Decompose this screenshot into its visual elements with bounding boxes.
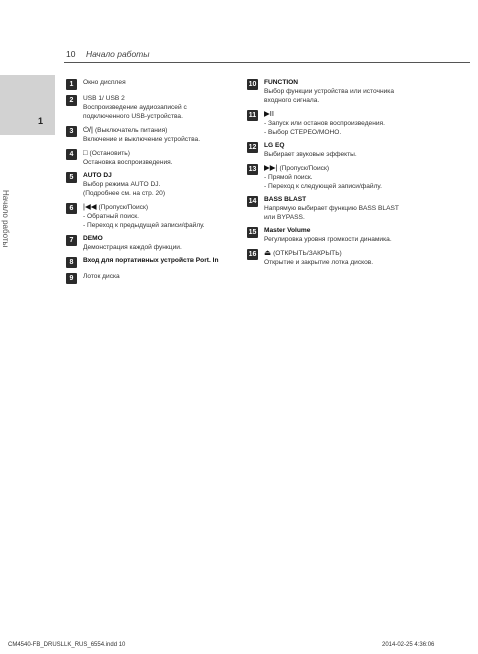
control-icon: □ (83, 148, 88, 157)
control-icon: ⏏ (264, 248, 272, 257)
control-icon: ▶II (264, 109, 274, 118)
footer-timestamp: 2014-02-25 4:36:06 (382, 642, 435, 648)
item-title-line (83, 94, 187, 103)
item-title: (Пропуск/Поиск) (279, 165, 330, 172)
item-description: подключенного USB-устройства. (83, 113, 183, 120)
item-body (83, 125, 200, 144)
right-column (247, 78, 447, 271)
item-number-badge: 4 (66, 149, 77, 160)
item-body (264, 109, 385, 137)
item-number-badge: 6 (66, 203, 77, 214)
item-title: Вход для портативных устройств Port. In (83, 257, 219, 264)
item-title: Master Volume (264, 227, 311, 234)
left-column (66, 78, 242, 288)
item-description: - Прямой поиск. (264, 174, 313, 181)
list-item (66, 94, 242, 121)
item-title: LG EQ (264, 142, 285, 149)
item-title-line (264, 195, 399, 204)
item-title-line (83, 125, 200, 135)
item-description: - Переход к предыдущей записи/файлу. (83, 222, 205, 229)
item-number-badge: 3 (66, 126, 77, 137)
item-number-badge: 14 (248, 198, 257, 205)
item-number-badge: 15 (248, 229, 257, 236)
item-title-line (264, 163, 382, 173)
item-number-badge: 13 (248, 166, 257, 173)
item-number-badge: 8 (66, 257, 77, 268)
item-number-badge: 2 (66, 95, 77, 106)
item-number-badge: 5 (66, 172, 77, 183)
item-title: Окно дисплея (83, 79, 126, 86)
item-description: Регулировка уровня громкости динамика. (264, 236, 392, 243)
item-body (83, 148, 173, 167)
item-title: Лоток диска (83, 273, 120, 280)
item-title: (Пропуск/Поиск) (98, 204, 149, 211)
item-body (264, 141, 357, 159)
chapter-tab (0, 75, 55, 135)
item-body (83, 202, 205, 230)
item-description: Включение и выключение устройства. (83, 136, 201, 143)
item-description: Выбор режима AUTO DJ. (83, 181, 161, 188)
section-title: Начало работы (86, 49, 150, 59)
item-title: (Выключатель питания) (94, 127, 168, 134)
item-title-line (83, 148, 173, 158)
list-item (247, 109, 447, 137)
item-description: или BYPASS. (264, 214, 305, 221)
item-number-badge: 11 (248, 112, 257, 119)
item-title: (ОТКРЫТЬ/ЗАКРЫТЬ) (273, 250, 342, 257)
item-title-line (83, 272, 120, 281)
item-title: BASS BLAST (264, 196, 307, 203)
item-body (83, 234, 182, 252)
item-number-badge: 16 (248, 251, 257, 258)
list-item (247, 163, 447, 191)
list-item (66, 272, 242, 284)
item-number-badge: 10 (248, 81, 257, 88)
list-item (247, 226, 447, 244)
item-description: - Переход к следующей записи/файлу. (264, 183, 382, 190)
footer-file-info: CM4540-FB_DRUSLLK_RUS_6554.indd 10 (8, 642, 126, 648)
item-body (83, 78, 126, 87)
item-description: Напрямую выбирает функцию BASS BLAST (264, 205, 399, 212)
list-item (66, 202, 242, 230)
control-icon: |◀◀ (83, 202, 97, 211)
item-title-line (264, 78, 394, 87)
item-title: AUTO DJ (83, 172, 112, 179)
list-item (247, 78, 447, 105)
item-description: Открытие и закрытие лотка дисков. (264, 259, 374, 266)
item-description: Выбирает звуковые эффекты. (264, 151, 357, 158)
item-number-badge: 9 (66, 273, 77, 284)
item-title-line (264, 248, 373, 258)
item-body (83, 272, 120, 281)
item-description: Воспроизведение аудиозаписей с (83, 104, 187, 111)
list-item (66, 78, 242, 90)
item-number-badge: 7 (66, 235, 77, 246)
page-number: 10 (66, 49, 76, 59)
control-icon: ▶▶| (264, 163, 278, 172)
item-description: - Обратный поиск. (83, 213, 139, 220)
item-title-line (83, 171, 165, 180)
item-title-line (83, 256, 219, 265)
item-body (83, 256, 219, 265)
item-description: - Выбор СТЕРЕО/МОНО. (264, 129, 342, 136)
item-title-line (264, 141, 357, 150)
item-title: DEMO (83, 235, 103, 242)
item-title-line (264, 226, 392, 235)
item-title-line (83, 202, 205, 212)
item-description: - Запуск или останов воспроизведения. (264, 120, 385, 127)
item-description: Остановка воспроизведения. (83, 159, 173, 166)
list-item (66, 256, 242, 268)
item-number-badge: 12 (248, 144, 257, 151)
item-title-line (83, 78, 126, 87)
item-number-badge: 1 (66, 79, 77, 90)
list-item (247, 248, 447, 267)
item-title: FUNCTION (264, 79, 299, 86)
item-description: Демонстрация каждой функции. (83, 244, 182, 251)
item-description: Выбор функции устройства или источника (264, 88, 394, 95)
item-body (83, 94, 187, 121)
item-title: (Остановить) (89, 150, 130, 157)
item-title: USB 1/ USB 2 (83, 95, 125, 102)
header-rule (64, 62, 470, 63)
item-description: входного сигнала. (264, 97, 320, 104)
list-item (66, 125, 242, 144)
list-item (66, 234, 242, 252)
item-body (264, 226, 392, 244)
control-icon: ⏻/| (83, 125, 93, 134)
list-item (66, 171, 242, 198)
list-item (247, 195, 447, 222)
item-title-line (264, 109, 385, 119)
item-body (83, 171, 165, 198)
item-title-line (83, 234, 182, 243)
item-body (264, 78, 394, 105)
item-body (264, 195, 399, 222)
chapter-number: 1 (38, 116, 44, 126)
list-item (66, 148, 242, 167)
item-body (264, 163, 382, 191)
chapter-label: Начало работы (1, 190, 10, 248)
item-description: (Подробнее см. на стр. 20) (83, 190, 166, 197)
item-body (264, 248, 373, 267)
list-item (247, 141, 447, 159)
